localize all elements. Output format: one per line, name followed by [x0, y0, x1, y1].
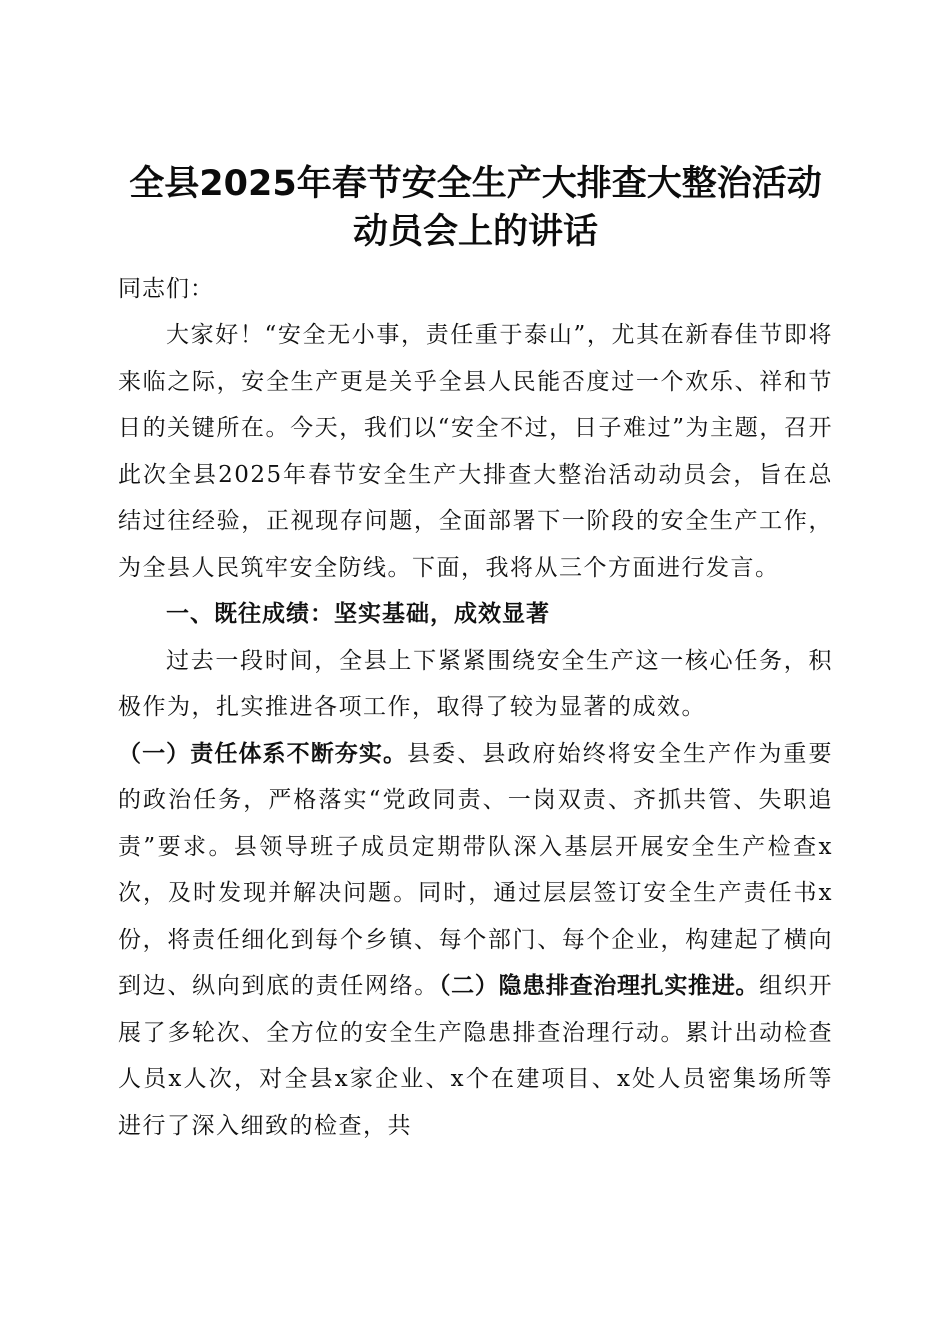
subheading-responsibility-system: （一）责任体系不断夯实。	[118, 740, 408, 767]
section-heading-1: 一、既往成绩：坚实基础，成效显著	[166, 601, 550, 627]
document-body	[118, 160, 833, 1149]
section-1-intro-paragraph: 过去一段时间，全县上下紧紧围绕安全生产这一核心任务，积极作为，扎实推进各项工作，取得了较为显著的成效。	[118, 647, 833, 720]
document-title	[118, 160, 833, 256]
opening-paragraph: 大家好！“安全无小事，责任重于泰山”，尤其在新春佳节即将来临之际，安全生产更是关乎全县人民能否度过一个欢乐、祥和节日的关键所在。今天，我们以“安全不过，日子难过”为主题，召开此次全县2025年春节安全生产大排查大整治活动动员会，旨在总结过往经验，正视现存问题，全面部署下一阶段的安全生产工作，为全县人民筑牢安全防线。下面，我将从三个方面进行发言。	[118, 322, 833, 581]
subheading-hazard-inspection: （二）隐患排查治理扎实推进。	[438, 973, 760, 999]
salutation: 同志们：	[118, 276, 214, 302]
title-line-1: 全县2025年春节安全生产大排查大整治活动	[129, 164, 822, 204]
responsibility-system-text: 县委、县政府始终将安全生产作为重要的政治任务，严格落实“党政同责、一岗双责、齐抓共管、失职追责”要求。县领导班子成员定期带队深入基层开展安全生产检查x次，及时发现并解决问题。同时，通过层层签订安全生产责任书x份，将责任细化到每个乡镇、每个部门、每个企业，构建起了横向到边、纵向到底的责任网络。	[118, 740, 834, 999]
hazard-inspection-text: 组织开展了多轮次、全方位的安全生产隐患排查治理行动。累计出动检查人员x人次，对全县x家企业、x个在建项目、x处人员密集场所等进行了深入细致的检查，共	[118, 973, 834, 1139]
title-line-2: 动员会上的讲话	[352, 212, 598, 252]
section-1-detail-paragraph	[118, 731, 833, 1150]
